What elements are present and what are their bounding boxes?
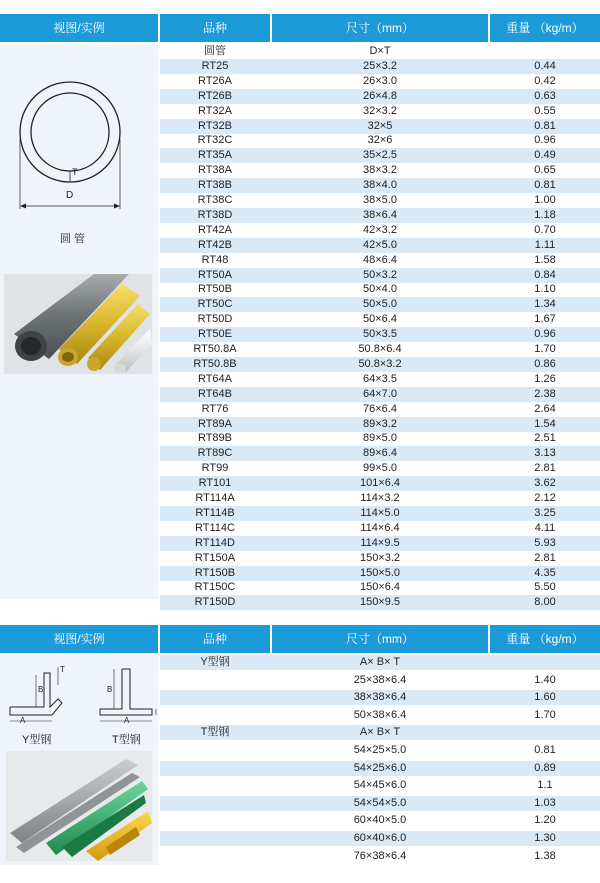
table-row [160,655,600,670]
cell-weight: 1.70 [534,343,556,355]
cell-weight: 1.58 [534,253,556,266]
table-row [160,778,600,793]
header-view: 视图/实例 [0,14,158,42]
header-name: 品种 [160,625,270,653]
cell-size: 50.8×3.2 [358,357,402,370]
cell-name: RT32A [197,104,233,117]
cell-size: 54×25×5.0 [353,744,407,756]
cell-size: 32×3.2 [363,104,397,117]
cell-size: 32×5 [367,119,393,132]
cell-name: RT150A [194,551,236,564]
cell-weight: 1.00 [534,194,556,206]
table-row [160,761,600,776]
cell-size: 150×9.5 [359,596,401,609]
cell-name: RT42B [197,238,233,251]
cell-name: RT114B [195,506,235,519]
cell-name: RT50.8A [193,343,237,355]
cell-size: 76×6.4 [363,402,397,415]
cell-name: RT64A [197,372,233,385]
cell-weight: 3.25 [534,506,556,519]
cell-weight: 4.11 [534,521,556,534]
cell-size: A× B× T [359,656,401,668]
cell-size: 48×6.4 [363,253,397,266]
cell-size: 50×38×6.4 [353,708,407,721]
cell-weight: 2.64 [534,402,556,415]
table-row [160,673,600,688]
cell-weight: 1.67 [534,313,556,326]
header-name: 品种 [160,14,270,42]
cell-size: 50×3.2 [363,268,397,281]
table-row [160,163,600,178]
cell-name: RT76 [201,402,229,415]
table-row [160,327,600,342]
y-label-b: B [38,685,44,694]
cell-size: 42×5.0 [363,238,397,251]
cell-name: RT25 [201,59,229,72]
cell-weight: 0.81 [534,179,556,192]
label-d: D [66,190,74,201]
cell-name: RT50E [197,328,233,341]
y-label-a: A [20,716,26,725]
cell-weight: 2.38 [534,387,556,400]
label-t: T [72,167,78,177]
table-row [160,119,600,134]
table-row [160,133,600,148]
t-caption: T型钢 [112,734,141,746]
table-row [160,59,600,74]
cell-name: RT101 [198,477,232,490]
cell-weight: 1.54 [534,417,556,430]
table-row [160,431,600,446]
cell-size: 101×6.4 [359,477,401,490]
cell-name: RT38D [197,208,233,221]
cell-weight: 1.70 [534,708,556,721]
cell-weight: 0.42 [534,74,556,87]
cell-size: 60×40×5.0 [353,814,407,827]
cell-size: 76×38×6.4 [353,849,407,862]
cell-weight: 0.49 [534,149,556,162]
table-row [160,506,600,521]
table-row [160,238,600,253]
cell-name: T型钢 [200,726,230,739]
table-row [160,743,600,758]
cell-name: RT114C [195,521,235,534]
cell-weight: 1.38 [534,849,556,862]
cell-weight: 0.89 [534,761,556,774]
cell-size: 35×2.5 [363,149,397,162]
table-row [160,461,600,476]
cell-name: RT32C [197,134,233,147]
cell-size: 38×5.0 [363,194,397,206]
cell-size: 42×3.2 [363,223,397,236]
round-tube-caption: 圆 管 [60,233,86,245]
header-weight: 重量 （kg/m） [490,14,600,42]
cell-weight: 2.81 [534,462,556,475]
table-row [160,813,600,828]
view-panel [0,655,158,865]
cell-size: 50.8×6.4 [358,343,402,355]
cell-size: 89×3.2 [363,417,397,430]
cell-weight: 0.81 [534,119,556,132]
table-row [160,476,600,491]
table-row [160,690,600,705]
round-tube-photo [4,274,152,374]
cell-weight: 2.12 [534,492,556,504]
cell-weight: 1.18 [534,208,556,221]
table-row [160,178,600,193]
cell-size: 25×38×6.4 [353,673,407,686]
cell-size: A× B× T [359,726,401,739]
table-row [160,536,600,551]
cell-size: 150×6.4 [359,581,401,594]
cell-weight: 1.11 [534,238,556,251]
cell-size: 54×25×6.0 [353,761,407,774]
cell-size: 50×6.4 [363,313,397,326]
cell-size: D×T [369,45,391,57]
table-row [160,268,600,283]
table-row [160,148,600,163]
table-row [160,282,600,297]
round-tube-table [0,14,600,609]
t-label-a: A [124,716,130,725]
table-row [160,566,600,581]
table-row [160,74,600,89]
header-view: 视图/实例 [0,625,158,653]
table-row [160,580,600,595]
cell-weight: 1.60 [534,691,556,704]
header-size: 尺寸（mm） [272,14,488,42]
cell-weight: 0.65 [534,164,556,177]
cell-weight: 0.84 [534,268,556,281]
cell-name: RT48 [201,253,229,266]
cell-size: 38×6.4 [363,208,397,221]
table-row [160,253,600,268]
table-row [160,387,600,402]
cell-size: 50×3.5 [363,328,397,341]
cell-weight: 1.34 [534,298,556,311]
y-caption: Y型钢 [22,734,52,746]
table-row [160,849,600,864]
cell-weight: 1.40 [534,673,556,686]
cell-size: 25×3.2 [363,59,397,72]
cell-name: RT99 [201,462,229,475]
table-row [160,208,600,223]
cell-name: RT42A [197,223,233,236]
cell-size: 26×4.8 [363,89,397,102]
table-row [160,104,600,119]
header-size: 尺寸（mm） [272,625,488,653]
cell-size: 64×7.0 [363,387,397,400]
table-row [160,491,600,506]
cell-name: RT35A [197,149,233,162]
table-row [160,402,600,417]
table-row [160,89,600,104]
cell-name: RT150B [194,566,236,579]
table-row [160,193,600,208]
cell-weight: 4.35 [534,566,556,579]
cell-size: 99×5.0 [363,462,397,475]
cell-name: RT50.8B [193,357,237,370]
cell-name: Y型钢 [200,656,230,668]
table-row [160,372,600,387]
cell-weight: 5.50 [534,581,556,594]
y-label-t: T [60,665,65,674]
cell-weight: 0.86 [534,357,556,370]
table-row [160,417,600,432]
cell-name: RT50A [197,268,233,281]
cell-weight: 1.30 [534,832,556,844]
cell-weight: 5.93 [534,536,556,549]
cell-name: RT38B [197,179,233,192]
cell-name: RT89A [197,417,233,430]
view-panel [0,44,158,599]
cell-name: RT89B [197,432,233,445]
cell-size: 26×3.0 [363,74,397,87]
cell-size: 60×40×6.0 [353,832,407,844]
cell-size: 114×5.0 [360,506,400,519]
cell-name: RT50C [197,298,233,311]
cell-name: RT64B [197,387,233,400]
cell-name: RT89C [197,447,233,460]
cell-size: 114×3.2 [360,492,400,504]
cell-size: 150×5.0 [359,566,401,579]
cell-name: RT32B [197,119,233,132]
cell-name: 圆管 [204,45,226,57]
profile-photo [6,751,152,861]
table-row [160,551,600,566]
table-row [160,357,600,372]
t-label-b: B [107,685,113,694]
cell-name: RT26B [197,89,233,102]
cell-name: RT114A [195,492,235,504]
table-row [160,44,600,59]
cell-size: 38×38×6.4 [353,691,407,704]
table-row [160,595,600,610]
table-row [160,831,600,846]
round-tube-diagram [0,44,158,244]
cell-name: RT150D [194,596,236,609]
cell-weight: 0.63 [534,89,556,102]
cell-weight: 3.62 [534,477,556,490]
cell-name: RT114D [195,536,235,549]
table-row [160,223,600,238]
cell-weight: 8.00 [534,596,556,609]
cell-name: RT50D [197,313,233,326]
cell-size: 54×45×6.0 [353,779,407,792]
cell-weight: 0.55 [534,104,556,117]
cell-weight: 0.44 [534,59,556,72]
cell-size: 64×3.5 [363,372,397,385]
cell-size: 38×4.0 [363,179,397,192]
table-row [160,342,600,357]
cell-name: RT38C [197,194,233,206]
cell-weight: 0.70 [534,223,556,236]
cell-size: 54×54×5.0 [353,796,407,809]
table-row [160,796,600,811]
cell-size: 50×5.0 [363,298,397,311]
cell-weight: 1.1 [537,779,553,792]
cell-size: 50×4.0 [363,283,397,296]
cell-size: 150×3.2 [359,551,401,564]
cell-size: 32×6 [367,134,393,147]
cell-weight: 2.51 [534,432,556,445]
cell-weight: 1.20 [534,814,556,827]
cell-weight: 0.96 [534,328,556,341]
table-row [160,312,600,327]
profile-table [0,625,600,865]
cell-name: RT26A [197,74,233,87]
header-weight: 重量 （kg/m） [490,625,600,653]
table-row [160,446,600,461]
cell-size: 89×5.0 [363,432,397,445]
table-row [160,297,600,312]
table-row [160,725,600,740]
cell-weight: 1.10 [534,283,556,296]
cell-name: RT38A [197,164,233,177]
table-row [160,708,600,723]
cell-size: 38×3.2 [363,164,397,177]
cell-name: RT50B [197,283,233,296]
cell-weight: 2.81 [534,551,556,564]
table-row [160,521,600,536]
cell-size: 114×6.4 [360,521,400,534]
cell-name: RT150C [194,581,236,594]
cell-size: 89×6.4 [363,447,397,460]
cell-weight: 0.96 [534,134,556,147]
cell-size: 114×9.5 [360,536,400,549]
cell-weight: 1.03 [534,796,556,809]
cell-weight: 3.13 [534,447,556,460]
cell-weight: 0.81 [534,744,556,756]
cell-weight: 1.26 [534,372,556,385]
